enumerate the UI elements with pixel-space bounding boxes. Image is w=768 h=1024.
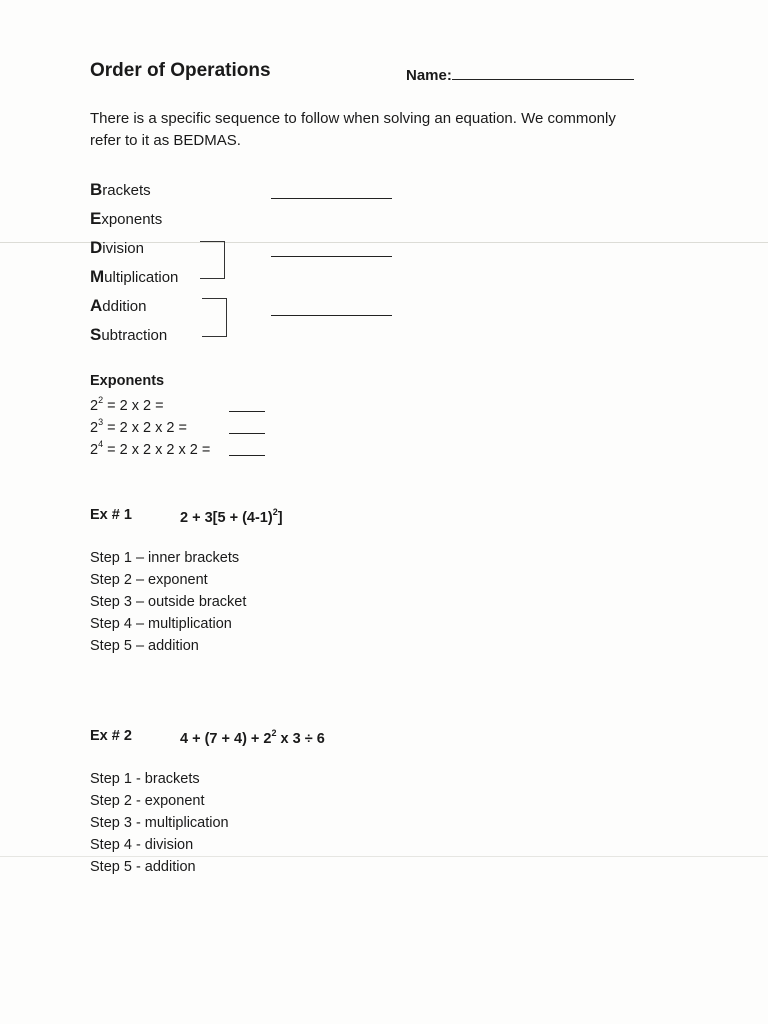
exponent-answer-blank[interactable] — [229, 433, 265, 434]
bedmas-word: rackets — [102, 182, 151, 199]
exponent-answer-blank[interactable] — [229, 411, 265, 412]
bedmas-word: ultiplication — [104, 269, 179, 286]
example-2-expression: $4 + (7 + 4) + 2^2$ x 3 ÷ 6 — [180, 728, 325, 747]
answer-blank-brackets[interactable] — [271, 198, 392, 199]
bedmas-letter: A — [90, 296, 103, 315]
example-1-step: Step 4 – multiplication — [90, 616, 232, 632]
name-blank[interactable] — [452, 65, 634, 80]
bedmas-word: ddition — [102, 298, 147, 315]
bedmas-word: xponents — [101, 211, 163, 228]
example-1-step: Step 5 – addition — [90, 638, 199, 654]
bedmas-letter: S — [90, 325, 102, 344]
example-1-expression: $2 + 3[5 + (4-1)^2]$ — [180, 507, 283, 526]
example-1-step: Step 1 – inner brackets — [90, 550, 240, 566]
division-multiplication-bracket — [200, 241, 225, 279]
bedmas-item-exponents — [90, 209, 162, 229]
bedmas-letter: B — [90, 180, 103, 199]
bedmas-letter: E — [90, 209, 102, 228]
intro-line-1: There is a specific sequence to follow when solving an equation. We commonly — [90, 110, 616, 127]
bedmas-item-subtraction — [90, 325, 167, 345]
example-2-step: Step 5 - addition — [90, 859, 196, 875]
bedmas-item-addition — [90, 296, 146, 316]
exponent-row: $2^2 = 2$ x 2 = — [90, 395, 164, 414]
bedmas-item-multiplication — [90, 267, 178, 287]
example-2-label: Ex # 2 — [90, 728, 132, 744]
exponent-row: $2^4 = 2$ x 2 x 2 x 2 = — [90, 439, 211, 458]
example-2-step: Step 3 - multiplication — [90, 815, 229, 831]
exponent-row: $2^3 = 2$ x 2 x 2 = — [90, 417, 187, 436]
answer-blank-division-multiplication[interactable] — [271, 256, 392, 257]
example-2-step: Step 1 - brackets — [90, 771, 200, 787]
intro-line-2: refer to it as BEDMAS. — [90, 132, 241, 149]
bedmas-letter: D — [90, 238, 103, 257]
bedmas-item-division — [90, 238, 144, 258]
name-field[interactable] — [406, 65, 634, 84]
name-label: Name: — [406, 67, 452, 84]
bedmas-word: ivision — [102, 240, 144, 257]
addition-subtraction-bracket — [202, 298, 227, 337]
example-2-step: Step 4 - division — [90, 837, 194, 853]
page-title: Order of Operations — [90, 60, 271, 81]
example-1-step: Step 3 – outside bracket — [90, 594, 247, 610]
exponent-answer-blank[interactable] — [229, 455, 265, 456]
bedmas-letter: M — [90, 267, 105, 286]
bedmas-item-brackets — [90, 180, 151, 200]
example-2-step: Step 2 - exponent — [90, 793, 205, 809]
answer-blank-addition-subtraction[interactable] — [271, 315, 392, 316]
example-1-step: Step 2 – exponent — [90, 572, 208, 588]
example-1-label: Ex # 1 — [90, 507, 132, 523]
exponents-heading: Exponents — [90, 373, 165, 389]
scan-fold-line — [0, 856, 768, 857]
bedmas-word: ubtraction — [101, 327, 168, 344]
